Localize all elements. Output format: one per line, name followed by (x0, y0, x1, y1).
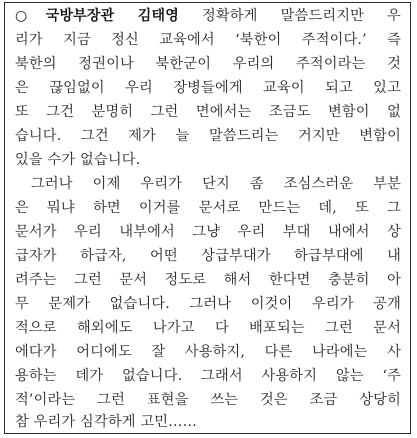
paragraph-line: 은 끊임없이 우리 장병들에게 교육이 되고 있고 (15, 80, 401, 96)
paragraph-line: 리가 지금 정신 교육에서 ‘북한이 주적이다.’ 즉 (15, 32, 401, 48)
document-box (4, 2, 411, 434)
speaker-label: ○국방부장관 김태영 (15, 8, 179, 24)
paragraph-line: 적으로 해외에도 나가고 다 배포되는 그런 문서 (15, 320, 401, 336)
paragraph-line: 또 그건 분명히 그런 면에서는 조금도 변함이 없 (15, 104, 401, 120)
paragraph-line: 무 문제가 없습니다. 그러나 이것이 우리가 공개 (15, 296, 401, 312)
paragraph-line: 에다가 어디에도 잘 사용하지, 다른 나라에는 사 (15, 344, 401, 360)
paragraph-line: 급자가 하급자, 어떤 상급부대가 하급부대에 내 (15, 248, 401, 264)
statement-text: 정확하게 말씀드리지만 우 (201, 8, 401, 24)
paragraph-line: 참 우리가 심각하게 고민…… (15, 414, 197, 430)
paragraph-line: 그러나 이제 우리가 단지 좀 조심스러운 부분 (31, 176, 401, 192)
paragraph-line: 은 뭐냐 하면 이거를 문서로 만드는 데, 또 그 (15, 200, 401, 216)
paragraph-1-line-1 (15, 7, 401, 25)
paragraph-line: 북한의 정권이나 북한군이 우리의 주적이라는 것 (15, 56, 401, 72)
paragraph-line: 려주는 그런 문서 정도로 해서 한다면 충분히 아 (15, 272, 401, 288)
paragraph-line: 문서가 우리 내부에서 그냥 우리 부대 내에서 상 (15, 224, 401, 240)
paragraph-line: 용하는 데가 없습니다. 그래서 사용하지 않는 ‘주 (15, 368, 401, 384)
paragraph-line: 적’이라는 그런 표현을 쓰는 것은 조금 상당히 (15, 392, 401, 408)
paragraph-line: 있을 수가 없습니다. (15, 152, 141, 168)
paragraph-line: 습니다. 그건 제가 늘 말씀드리는 거지만 변함이 (15, 128, 401, 144)
